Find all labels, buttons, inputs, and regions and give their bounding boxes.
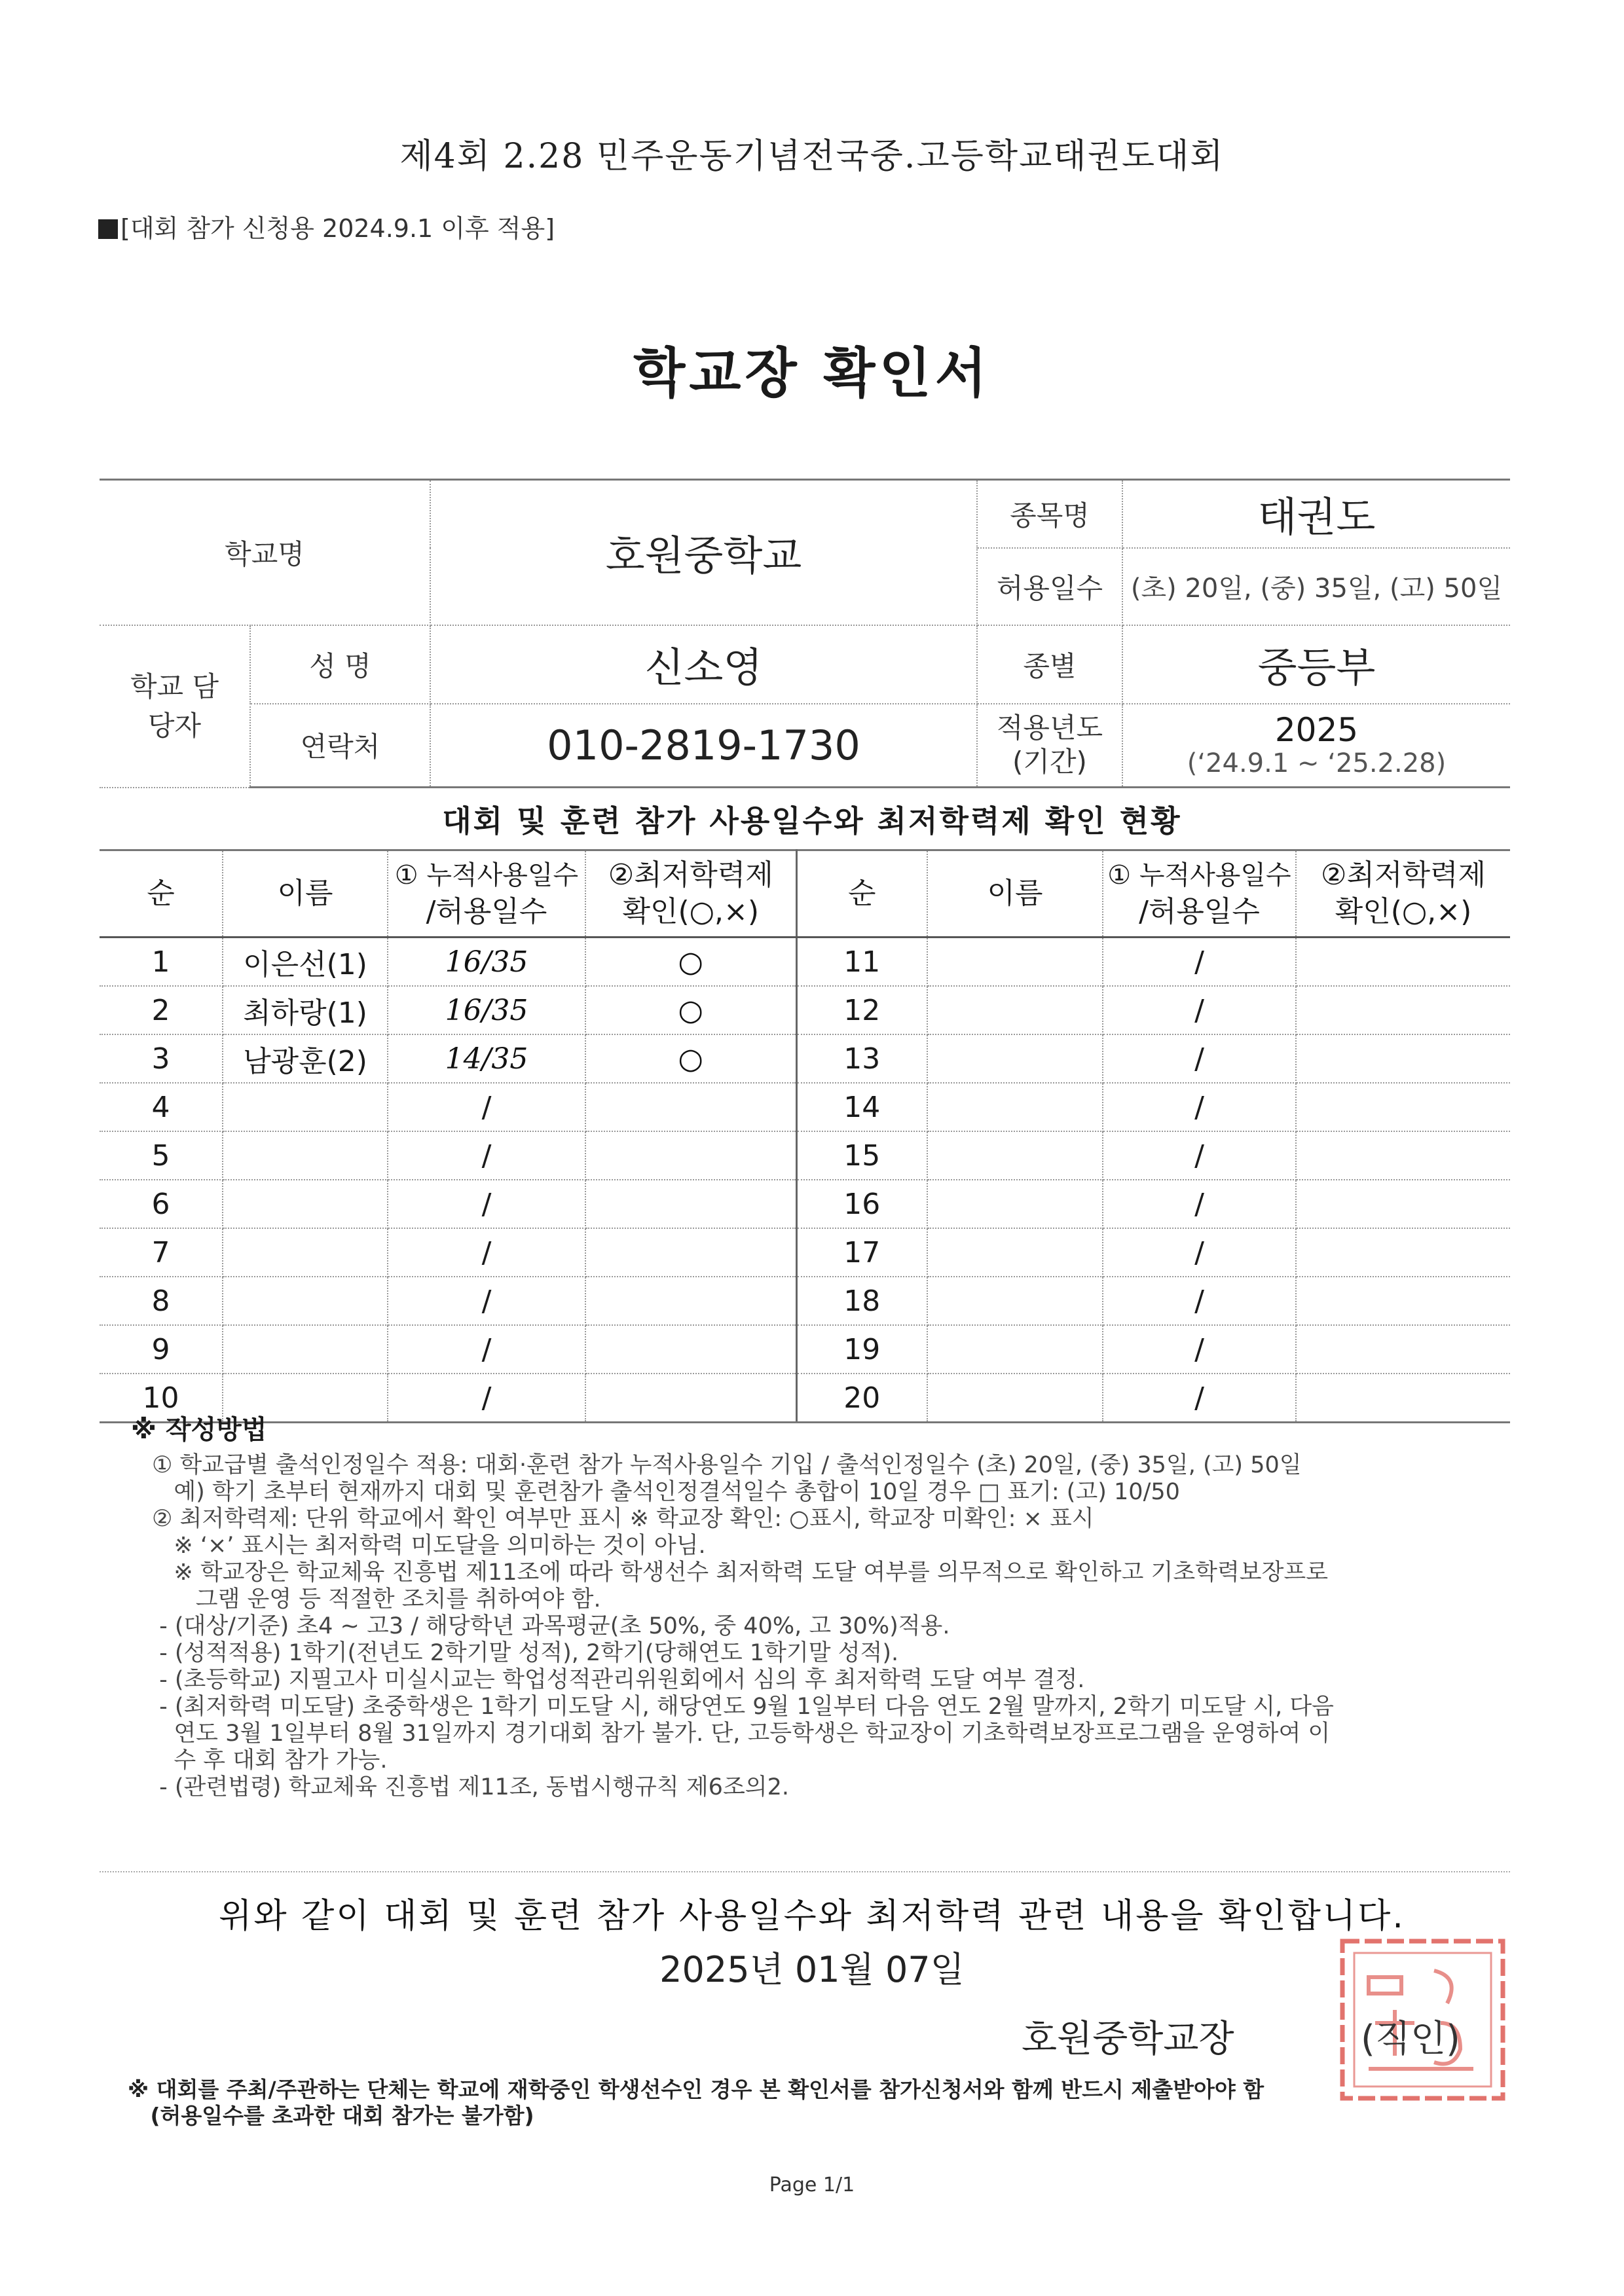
category-label: 종별 — [977, 625, 1122, 704]
table-row — [100, 1277, 1510, 1325]
grade-check — [1296, 1325, 1510, 1374]
manager-name-value: 신소영 — [430, 625, 977, 704]
confirmation-date: 2025년 01월 07일 — [659, 1949, 965, 1990]
row-no: 6 — [100, 1180, 223, 1228]
apply-year-label-main: 적용년도 — [996, 712, 1103, 744]
athlete-name — [927, 1131, 1103, 1180]
manager-name-label: 성 명 — [250, 625, 430, 704]
used-days: / — [1103, 1325, 1296, 1374]
application-notice-text: [대회 참가 신청용 2024.9.1 이후 적용] — [120, 214, 555, 243]
note-line: 그램 운영 등 적절한 조치를 취하여야 함. — [152, 1586, 601, 1613]
header-name-left: 이름 — [223, 850, 388, 938]
athlete-name — [927, 1083, 1103, 1131]
row-no: 11 — [796, 938, 927, 987]
used-days: / — [388, 1083, 585, 1131]
used-days: / — [1103, 1083, 1296, 1131]
table-row — [100, 1228, 1510, 1277]
header-no-left: 순 — [100, 850, 223, 938]
used-days: / — [1103, 938, 1296, 987]
grade-check: ○ — [585, 1034, 796, 1083]
event-label: 종목명 — [977, 480, 1122, 548]
page-number: Page 1/1 — [769, 2174, 855, 2196]
allowed-days-label: 허용일수 — [977, 548, 1122, 625]
writing-method-title: ※ 작성방법 — [131, 1415, 267, 1445]
athlete-name — [223, 1180, 388, 1228]
grade-check — [1296, 1277, 1510, 1325]
footnote — [128, 2077, 1264, 2129]
athlete-status-table — [100, 849, 1510, 1423]
row-no: 2 — [100, 986, 223, 1034]
note-line: 수 후 대회 참가 가능. — [152, 1747, 388, 1774]
table-row — [100, 1180, 1510, 1228]
used-days: / — [388, 1180, 585, 1228]
note-line: 연도 3월 1일부터 8월 31일까지 경기대회 참가 불가. 단, 고등학생은 학교장이 기초학력보장프로그램을 운영하여 이 — [152, 1721, 1331, 1747]
athlete-name — [927, 1374, 1103, 1423]
header-days-line2: /허용일수 — [426, 895, 547, 928]
used-days: / — [388, 1228, 585, 1277]
athlete-name — [927, 1325, 1103, 1374]
row-no: 1 — [100, 938, 223, 987]
athlete-name: 이은선(1) — [223, 938, 388, 987]
note-line: ① 학교급별 출석인정일수 적용: 대회·훈련 참가 누적사용일수 기입 / 출석인정일수 (초) 20일, (중) 35일, (고) 50일 — [152, 1452, 1302, 1478]
used-days: / — [388, 1325, 585, 1374]
footnote-line: (허용일수를 초과한 대회 참가는 불가함) — [128, 2103, 534, 2128]
status-section-title: 대회 및 훈련 참가 사용일수와 최저학력제 확인 현황 — [442, 803, 1182, 839]
school-name-label: 학교명 — [100, 480, 430, 625]
header-no-right: 순 — [796, 850, 927, 938]
used-days: 16/35 — [388, 938, 585, 987]
grade-check — [1296, 1131, 1510, 1180]
apply-year-label-sub: (기간) — [1012, 746, 1087, 778]
grade-check — [585, 1374, 796, 1423]
used-days: / — [1103, 1131, 1296, 1180]
note-line: - (대상/기준) 초4 ~ 고3 / 해당학년 과목평균(초 50%, 중 40%, 고 30%)적용. — [152, 1613, 950, 1639]
used-days: 14/35 — [388, 1034, 585, 1083]
grade-check: ○ — [585, 938, 796, 987]
grade-check — [1296, 1180, 1510, 1228]
category-value: 중등부 — [1122, 625, 1510, 704]
row-no: 13 — [796, 1034, 927, 1083]
grade-check — [585, 1228, 796, 1277]
athlete-name — [927, 1034, 1103, 1083]
row-no: 14 — [796, 1083, 927, 1131]
row-no: 3 — [100, 1034, 223, 1083]
table-row — [100, 1131, 1510, 1180]
athlete-name — [927, 986, 1103, 1034]
used-days: / — [388, 1277, 585, 1325]
used-days: 16/35 — [388, 986, 585, 1034]
grade-check — [585, 1325, 796, 1374]
contact-label: 연락처 — [250, 704, 430, 788]
row-no: 12 — [796, 986, 927, 1034]
note-line: - (초등학교) 지필고사 미실시교는 학업성적관리위원회에서 심의 후 최저학력 도달 여부 결정. — [152, 1667, 1085, 1693]
used-days: / — [1103, 986, 1296, 1034]
table-row — [100, 1374, 1510, 1423]
grade-check — [1296, 1374, 1510, 1423]
row-no: 17 — [796, 1228, 927, 1277]
athlete-name — [223, 1083, 388, 1131]
school-name-value: 호원중학교 — [430, 480, 977, 625]
grade-check — [1296, 986, 1510, 1034]
apply-year-period: (‘24.9.1 ~ ‘25.2.28) — [1187, 748, 1447, 779]
grade-check — [1296, 938, 1510, 987]
grade-check — [585, 1180, 796, 1228]
principal-name: 호원중학교장 — [1022, 2018, 1234, 2060]
apply-year-label — [977, 704, 1122, 788]
apply-year-value: 2025 — [1274, 711, 1359, 750]
writing-method-notes — [152, 1452, 1449, 1801]
athlete-name — [223, 1228, 388, 1277]
header-check-right — [1296, 850, 1510, 938]
used-days: / — [1103, 1180, 1296, 1228]
header-check-left — [585, 850, 796, 938]
row-no: 19 — [796, 1325, 927, 1374]
note-line: ② 최저학력제: 단위 학교에서 확인 여부만 표시 ※ 학교장 확인: ○표시, 학교장 미확인: × 표시 — [152, 1506, 1094, 1532]
athlete-name: 남광훈(2) — [223, 1034, 388, 1083]
grade-check — [1296, 1034, 1510, 1083]
row-no: 8 — [100, 1277, 223, 1325]
note-line: - (최저학력 미도달) 초중학생은 1학기 미도달 시, 해당연도 9월 1일부터 다음 연도 2월 말까지, 2학기 미도달 시, 다음 — [152, 1694, 1334, 1720]
manager-label: 학교 담당자 — [100, 625, 250, 788]
used-days: / — [388, 1374, 585, 1423]
table-row — [100, 1325, 1510, 1374]
row-no: 9 — [100, 1325, 223, 1374]
event-title: 제4회 2.28 민주운동기념전국중.고등학교태권도대회 — [399, 137, 1225, 176]
table-row — [100, 1083, 1510, 1131]
apply-year-cell — [1122, 704, 1510, 788]
row-no: 16 — [796, 1180, 927, 1228]
grade-check — [1296, 1228, 1510, 1277]
header-days-left — [388, 850, 585, 938]
table-row — [100, 986, 1510, 1034]
grade-check — [585, 1131, 796, 1180]
divider — [100, 1871, 1510, 1872]
grade-check — [585, 1083, 796, 1131]
note-line: ※ 학교장은 학교체육 진흥법 제11조에 따라 학생선수 최저학력 도달 여부를 의무적으로 확인하고 기초학력보장프로 — [152, 1559, 1329, 1586]
header-check-line1: ②최저학력제 — [1321, 858, 1486, 892]
contact-value: 010-2819-1730 — [430, 704, 977, 788]
used-days: / — [1103, 1034, 1296, 1083]
confirmation-statement: 위와 같이 대회 및 훈련 참가 사용일수와 최저학력 관련 내용을 확인합니다. — [219, 1897, 1405, 1936]
athlete-name: 최하랑(1) — [223, 986, 388, 1034]
note-line: - (관련법령) 학교체육 진흥법 제11조, 동법시행규칙 제6조의2. — [152, 1774, 789, 1800]
school-info-table — [100, 479, 1510, 788]
header-check-line1: ②최저학력제 — [608, 858, 773, 892]
header-days-right — [1103, 850, 1296, 938]
seal-label: (직인) — [1361, 2018, 1460, 2060]
row-no: 18 — [796, 1277, 927, 1325]
used-days: / — [1103, 1374, 1296, 1423]
athlete-name — [927, 1180, 1103, 1228]
header-check-line2: 확인(○,×) — [622, 895, 760, 928]
table-header-row — [100, 850, 1510, 938]
note-line: ※ ‘×’ 표시는 최저학력 미도달을 의미하는 것이 아님. — [152, 1533, 706, 1559]
footnote-line: ※ 대회를 주최/주관하는 단체는 학교에 재학중인 학생선수인 경우 본 확인서를 참가신청서와 함께 반드시 제출받아야 함 — [128, 2077, 1264, 2102]
header-check-line2: 확인(○,×) — [1335, 895, 1472, 928]
event-value: 태권도 — [1122, 480, 1510, 548]
grade-check — [1296, 1083, 1510, 1131]
athlete-name — [927, 1228, 1103, 1277]
allowed-days-value: (초) 20일, (중) 35일, (고) 50일 — [1122, 548, 1510, 625]
row-no: 5 — [100, 1131, 223, 1180]
row-no: 20 — [796, 1374, 927, 1423]
note-line: - (성적적용) 1학기(전년도 2학기말 성적), 2학기(당해연도 1학기말 성적). — [152, 1640, 899, 1666]
athlete-name — [223, 1131, 388, 1180]
square-bullet-icon — [98, 219, 118, 239]
header-name-right: 이름 — [927, 850, 1103, 938]
athlete-name — [223, 1325, 388, 1374]
used-days: / — [1103, 1228, 1296, 1277]
row-no: 15 — [796, 1131, 927, 1180]
table-row — [100, 938, 1510, 987]
grade-check — [585, 1277, 796, 1325]
grade-check: ○ — [585, 986, 796, 1034]
athlete-name — [927, 938, 1103, 987]
header-days-line1: ① 누적사용일수 — [394, 860, 579, 890]
row-no: 7 — [100, 1228, 223, 1277]
athlete-name — [927, 1277, 1103, 1325]
note-line: 예) 학기 초부터 현재까지 대회 및 훈련참가 출석인정결석일수 총합이 10일 경우 □ 표기: (고) 10/50 — [152, 1479, 1180, 1505]
row-no: 10 — [100, 1374, 223, 1423]
application-notice — [98, 208, 555, 244]
athlete-name — [223, 1277, 388, 1325]
row-no: 4 — [100, 1083, 223, 1131]
table-row — [100, 1034, 1510, 1083]
used-days: / — [1103, 1277, 1296, 1325]
used-days: / — [388, 1131, 585, 1180]
header-days-line2: /허용일수 — [1139, 895, 1260, 928]
document-title: 학교장 확인서 — [633, 342, 991, 405]
header-days-line1: ① 누적사용일수 — [1107, 860, 1291, 890]
